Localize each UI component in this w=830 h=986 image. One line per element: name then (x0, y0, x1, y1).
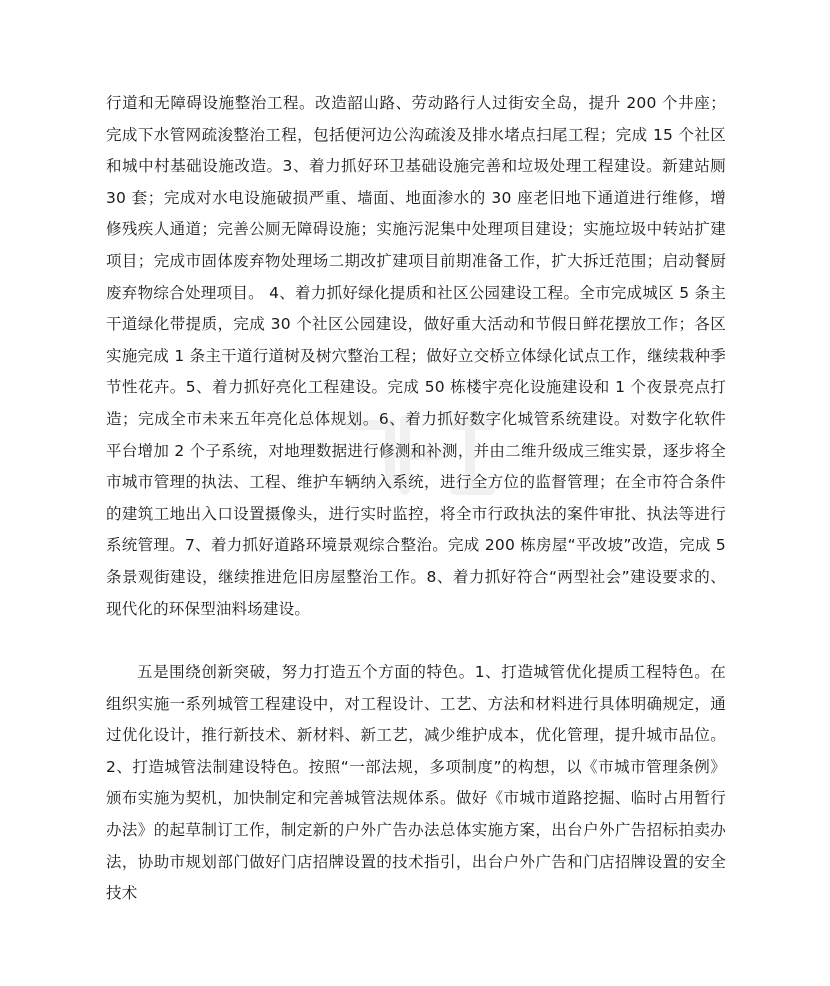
paragraph-2: 五是围绕创新突破，努力打造五个方面的特色。1、打造城管优化提质工程特色。在组织实施一系列城管工程建设中，对工程设计、工艺、方法和材料进行具体明确规定，通过优化设计，推行新技术、新材料、新工艺，减少维护成本，优化管理，提升城市品位。2、打造城管法制建设特色。按照“一部法规，多项制度”的构想，以《市城市管理条例》颁布实施为契机，加快制定和完善城管法规体系。做好《市城市道路挖掘、临时占用暂行办法》的起草制订工作，制定新的户外广告办法总体实施方案，出台户外广告招标拍卖办法，协助市规划部门做好门店招牌设置的技术指引，出台户外广告和门店招牌设置的安全技术 (106, 663, 726, 903)
paragraph-1: 行道和无障碍设施整治工程。改造韶山路、劳动路行人过街安全岛，提升 200 个井座；完成下水管网疏浚整治工程，包括便河边公沟疏浚及排水堵点扫尾工程；完成 15 个社区和城中村基础设施改造。3、着力抓好环卫基础设施完善和垃圾处理工程建设。新建站厕 30 套；完成对水电设施破损严重、墙面、地面渗水的 30 座老旧地下通道进行维修，增修残疾人通道；完善公厕无障碍设施；实施污泥集中处理项目建设；实施垃圾中转站扩建项目；完成市固体废弃物处理场二期改扩建项目前期准备工作，扩大拆迁范围；启动餐厨废弃物综合处理项目。 4、着力抓好绿化提质和社区公园建设工程。全市完成城区 5 条主干道绿化带提质，完成 30 个社区公园建设，做好重大活动和节假日鲜花摆放工作；各区实施完成 1 条主干道行道树及树穴整治工程；做好立交桥立体绿化试点工作，继续栽种季节性花卉。5、着力抓好亮化工程建设。完成 50 栋楼宇亮化设施建设和 1 个夜景亮点打造；完成全市未来五年亮化总体规划。6、着力抓好数字化城管系统建设。对数字化软件平台增加 2 个子系统，对地理数据进行修测和补测，并由二维升级成三维实景，逐步将全市城市管理的执法、工程、维护车辆纳入系统，进行全方位的监督管理；在全市符合条件的建筑工地出入口设置摄像头，进行实时监控，将全市行政执法的案件审批、执法等进行系统管理。7、着力抓好道路环境景观综合整治。完成 200 栋房屋“平改坡”改造，完成 5 条景观街建设，继续推进危旧房屋整治工作。8、着力抓好符合“两型社会”建设要求的、现代化的环保型油料场建设。 (106, 94, 726, 618)
